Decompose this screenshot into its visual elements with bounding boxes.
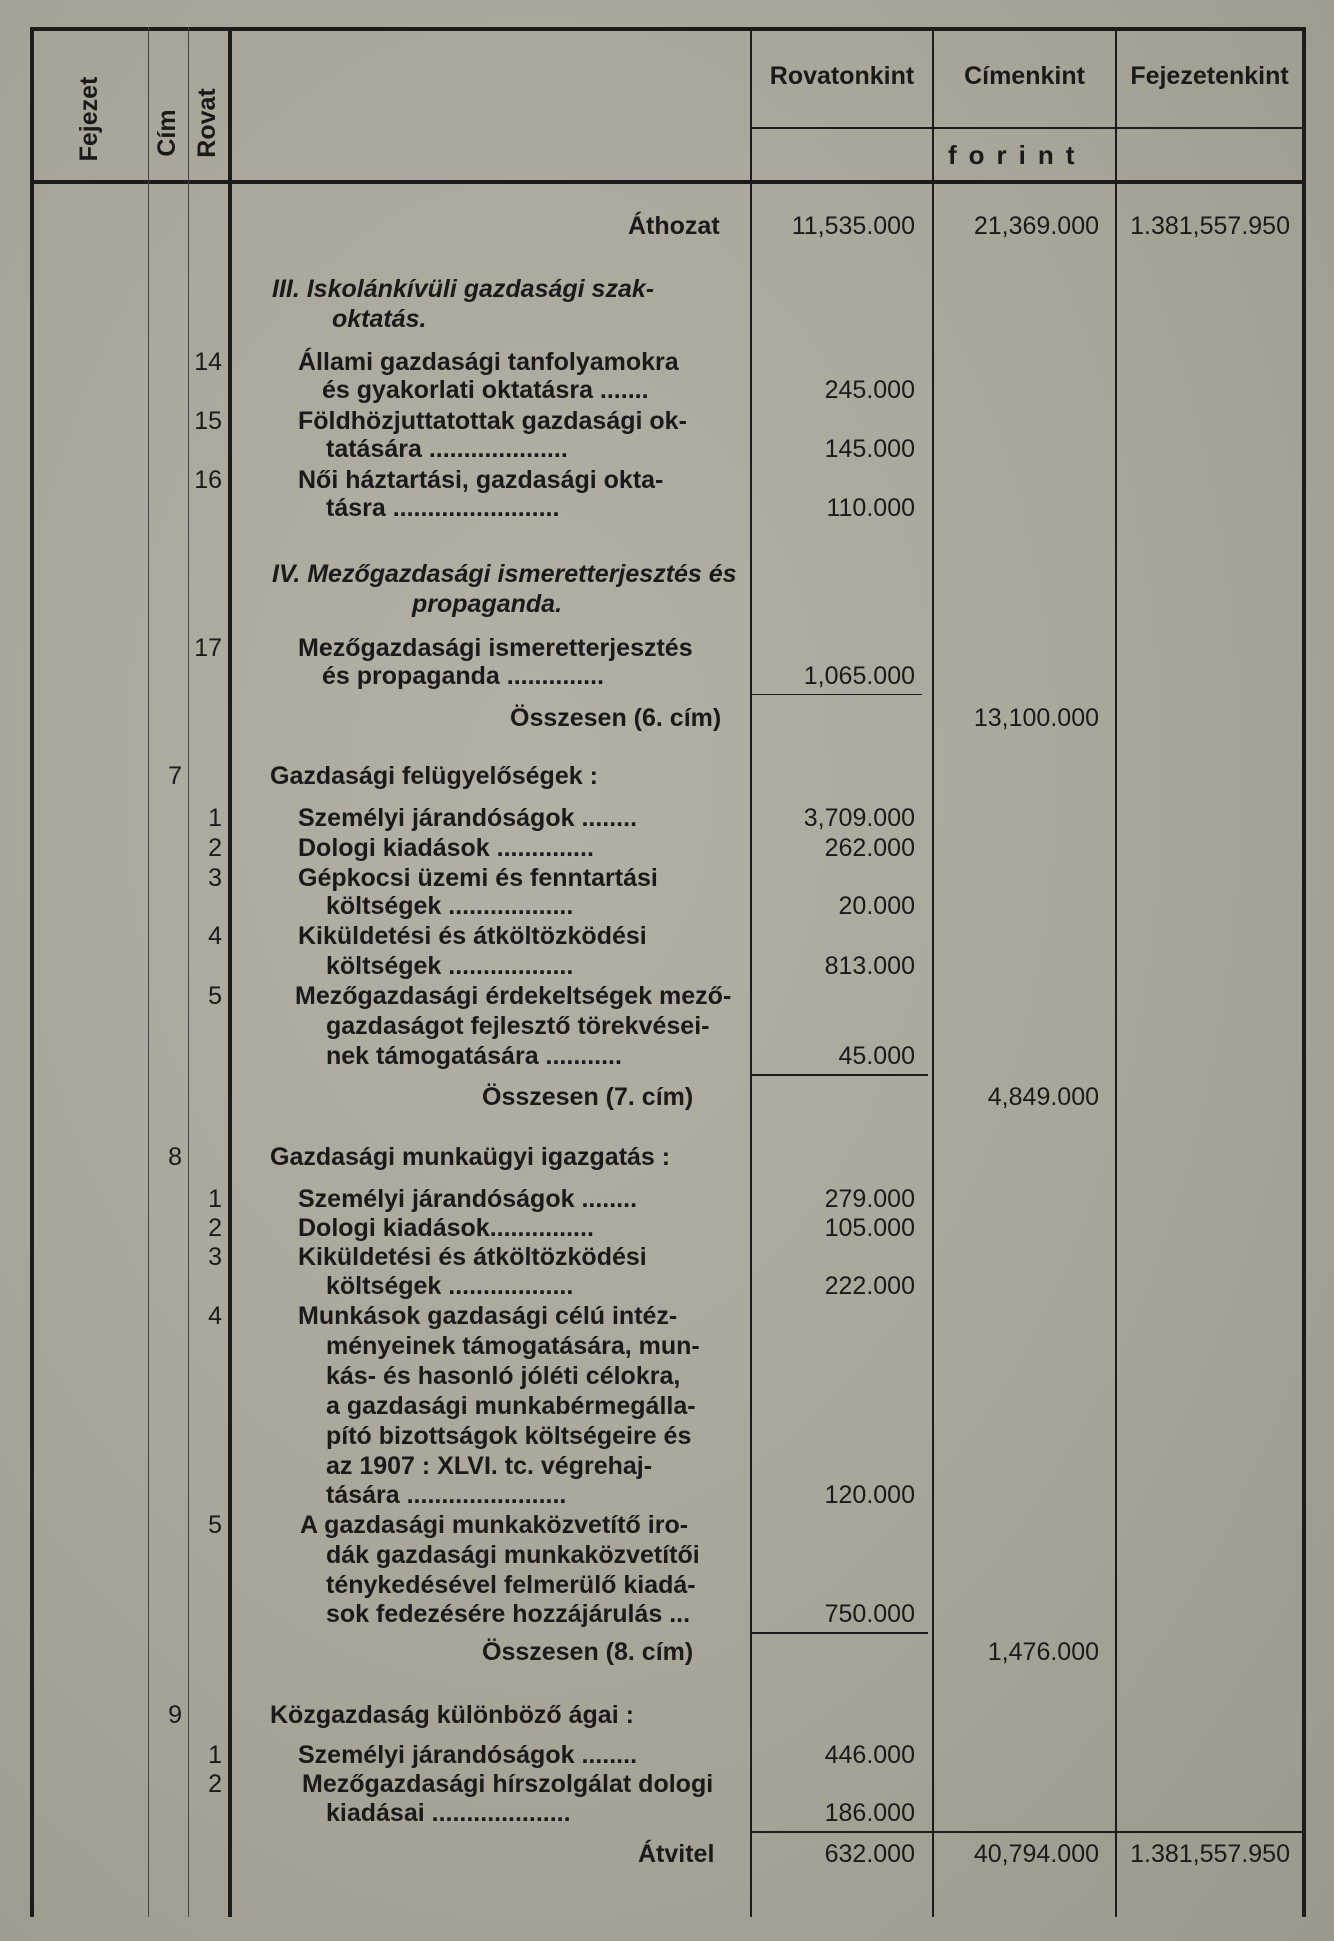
row-label-line1: Női háztartási, gazdasági okta- xyxy=(298,466,664,494)
row-value: 279.000 xyxy=(824,1185,915,1213)
atvitel-rovat: 632.000 xyxy=(824,1840,915,1868)
atvitel-cim: 40,794.000 xyxy=(973,1840,1099,1868)
row-number: 5 xyxy=(208,982,222,1010)
row-label-line1: Mezőgazdasági hírszolgálat dologi xyxy=(302,1770,714,1798)
cim8-title: Gazdasági munkaügyi igazgatás : xyxy=(270,1143,671,1171)
row-value: 1,065.000 xyxy=(803,662,915,690)
row-label-line3: ténykedésével felmerülő kiadá- xyxy=(326,1571,696,1599)
row-value: 446.000 xyxy=(824,1741,915,1769)
header-fejezet: Fejezet xyxy=(75,76,103,162)
row-value: 813.000 xyxy=(824,952,915,980)
row-label-line2: gazdaságot fejlesztő törekvései- xyxy=(326,1012,710,1040)
row-label-line6: az 1907 : XLVI. tc. végrehaj- xyxy=(326,1452,653,1480)
row-value: 120.000 xyxy=(824,1481,915,1509)
section3-title-line1: III. Iskolánkívüli gazdasági szak- xyxy=(272,275,655,303)
left-border xyxy=(30,27,34,1917)
cim7-title: Gazdasági felügyelőségek : xyxy=(270,762,598,790)
section4-title-line2: propaganda. xyxy=(412,590,563,618)
row-label-line5: pító bizottságok költségeire és xyxy=(326,1422,692,1450)
row-value: 45.000 xyxy=(838,1042,915,1070)
athozat-label: Áthozat xyxy=(628,212,720,240)
atvitel-fejezet: 1.381,557.950 xyxy=(1130,1840,1290,1868)
header-mid-rule xyxy=(750,127,1302,129)
header-unit: forint xyxy=(948,140,1087,170)
athozat-cim: 21,369.000 xyxy=(973,212,1099,240)
row-label-line2: dák gazdasági munkaközvetítői xyxy=(326,1541,700,1569)
row-number: 1 xyxy=(208,1741,222,1769)
cim8-total-label: Összesen (8. cím) xyxy=(482,1638,694,1666)
row-number: 4 xyxy=(208,1302,222,1330)
row-number: 3 xyxy=(208,1243,222,1271)
row-value: 20.000 xyxy=(838,892,915,920)
row-label-line2: és gyakorlati oktatásra ....... xyxy=(322,376,649,404)
row-value: 110.000 xyxy=(826,494,915,522)
row-value: 750.000 xyxy=(824,1600,915,1628)
rule-cimenkint-fejezetenkint xyxy=(1115,27,1117,1917)
row-label-line1: Földhözjuttatottak gazdasági ok- xyxy=(298,407,687,435)
row-value: 245.000 xyxy=(824,376,915,404)
row-number: 2 xyxy=(208,834,222,862)
row-label-line1: Állami gazdasági tanfolyamokra xyxy=(298,348,679,376)
row-label-line1: Mezőgazdasági érdekeltségek mező- xyxy=(295,982,732,1010)
row-label-line1: Személyi járandóságok ........ xyxy=(298,1185,638,1213)
right-border xyxy=(1302,27,1306,1917)
row-number: 1 xyxy=(208,804,222,832)
cim-number: 9 xyxy=(168,1701,182,1729)
row-value: 145.000 xyxy=(824,435,915,463)
cim6-total-value: 13,100.000 xyxy=(973,704,1099,732)
athozat-rovat: 11,535.000 xyxy=(791,212,915,240)
header-fejezetenkint: Fejezetenkint xyxy=(1130,62,1289,90)
row-number: 2 xyxy=(208,1770,222,1798)
row-number: 4 xyxy=(208,922,222,950)
row-number: 16 xyxy=(194,466,222,494)
row-number: 15 xyxy=(194,407,222,435)
atvitel-rule xyxy=(752,1831,1302,1833)
row-number: 17 xyxy=(194,634,222,662)
row-value: 222.000 xyxy=(824,1272,915,1300)
row-value: 262.000 xyxy=(824,834,915,862)
rule-cim-rovat xyxy=(188,27,189,1917)
row-label-line4: sok fedezésére hozzájárulás ... xyxy=(326,1600,691,1628)
section4-title-line1: IV. Mezőgazdasági ismeretterjesztés és xyxy=(272,560,737,588)
row-label-line2: költségek .................. xyxy=(326,892,574,920)
row-label-line1: Kiküldetési és átköltözködési xyxy=(298,922,647,950)
header-cim: Cím xyxy=(153,109,181,157)
row-label-line2: tatására .................... xyxy=(326,435,568,463)
row-number: 1 xyxy=(208,1185,222,1213)
row-label-line2: és propaganda .............. xyxy=(322,662,605,690)
row-label-line1: Személyi járandóságok ........ xyxy=(298,804,638,832)
row-label-line4: a gazdasági munkabérmegálla- xyxy=(326,1392,696,1420)
row-label-line1: Személyi járandóságok ........ xyxy=(298,1741,638,1769)
section3-title-line2: oktatás. xyxy=(332,305,427,333)
rule-rovat-text xyxy=(228,27,232,1917)
subtotal-rule xyxy=(752,694,922,695)
row-number: 2 xyxy=(208,1214,222,1242)
row-label-line1: Kiküldetési és átköltözködési xyxy=(298,1243,647,1271)
row-number: 14 xyxy=(194,348,222,376)
subtotal-rule xyxy=(752,1074,928,1076)
row-label-line1: Mezőgazdasági ismeretterjesztés xyxy=(298,634,693,662)
row-label-line3: nek támogatására ........... xyxy=(326,1042,622,1070)
rule-rovatonkint-cimenkint xyxy=(932,27,934,1917)
cim-number: 7 xyxy=(168,762,182,790)
cim7-total-label: Összesen (7. cím) xyxy=(482,1083,694,1111)
cim7-total-value: 4,849.000 xyxy=(987,1083,1099,1111)
row-label-line2: ményeinek támogatására, mun- xyxy=(326,1332,700,1360)
row-label-line2: kiadásai .................... xyxy=(326,1799,571,1827)
athozat-fejezet: 1.381,557.950 xyxy=(1130,212,1290,240)
header-cimenkint: Címenkint xyxy=(964,62,1085,90)
row-number: 5 xyxy=(208,1511,222,1539)
cim9-title: Közgazdaság különböző ágai : xyxy=(270,1701,634,1729)
row-value: 186.000 xyxy=(824,1799,915,1827)
row-label-line1: Gépkocsi üzemi és fenntartási xyxy=(298,864,658,892)
row-value: 3,709.000 xyxy=(803,804,915,832)
row-label-line3: kás- és hasonló jóléti célokra, xyxy=(326,1362,681,1390)
row-label-line2: költségek .................. xyxy=(326,1272,574,1300)
header-rovatonkint: Rovatonkint xyxy=(769,62,915,90)
row-value: 105.000 xyxy=(824,1214,915,1242)
row-number: 3 xyxy=(208,864,222,892)
header-rovat: Rovat xyxy=(193,88,221,158)
rule-fejezet-cim xyxy=(148,27,149,1917)
row-label-line1: Dologi kiadások .............. xyxy=(298,834,594,862)
atvitel-label: Átvitel xyxy=(638,1840,715,1868)
row-label-line1: Dologi kiadások............... xyxy=(298,1214,594,1242)
subtotal-rule xyxy=(752,1632,928,1634)
cim8-total-value: 1,476.000 xyxy=(987,1638,1099,1666)
row-label-line1: Munkások gazdasági célú intéz- xyxy=(298,1302,678,1330)
row-label-line7: tására ....................... xyxy=(326,1481,567,1509)
row-label-line2: költségek .................. xyxy=(326,952,574,980)
cim6-total-label: Összesen (6. cím) xyxy=(510,704,722,732)
cim-number: 8 xyxy=(168,1143,182,1171)
row-label-line2: tásra ........................ xyxy=(326,494,560,522)
row-label-line1: A gazdasági munkaközvetítő iro- xyxy=(300,1511,689,1539)
